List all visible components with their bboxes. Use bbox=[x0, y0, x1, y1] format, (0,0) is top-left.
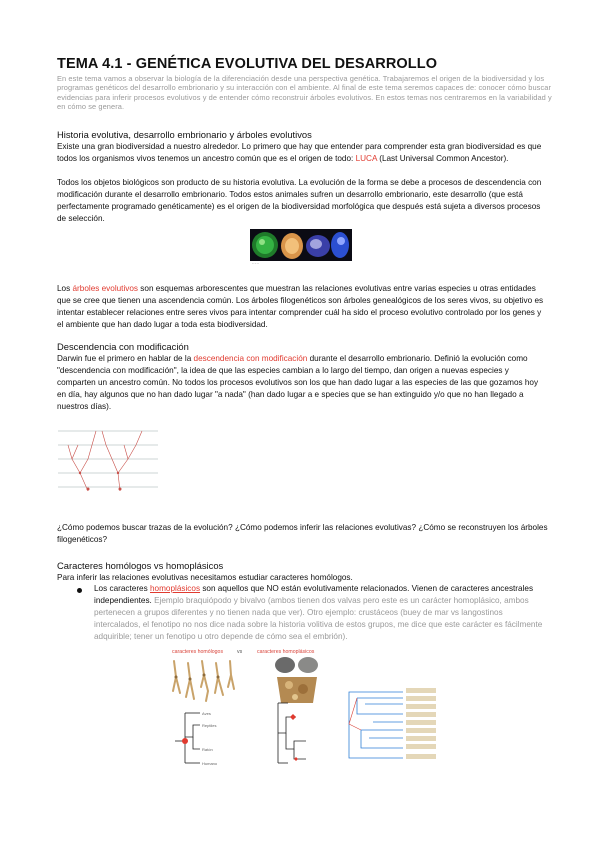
text: Los caracteres bbox=[94, 584, 150, 593]
svg-text:Aves: Aves bbox=[202, 711, 211, 716]
tree-homoplasicos bbox=[268, 697, 328, 769]
phylogenetic-tree-image bbox=[343, 684, 441, 766]
tree-homologos bbox=[165, 707, 255, 769]
intro-paragraph: En este tema vamos a observar la biología de la diferenciación desde una perspectiva genética. Trabajaremos el origen de la biodiversidad y los programas genéticos del desarrollo embrionario y su interacción con el ambiente. Al final de este tema seremos capaces de: conocer cómo buscar evidencias para inferir procesos evolutivos y de entender cómo reconstruir árboles evolutivos. En estos temas nos centraremos en la variabilidad y en cómo se genera. bbox=[57, 74, 552, 111]
section-heading-descendencia: Descendencia con modificación bbox=[57, 341, 189, 352]
paragraph-historia-evolutiva: Todos los objetos biológicos son producto de su historia evolutiva. La evolución de la forma se debe a procesos de descendencia con modificación durante el desarrollo embrionario. Todos estos animales sufren un desarrollo embrionario, este desarrollo (que está perfectamente programado genéticamente) es el origen de la biodiversidad morfológica que después está sujeta a diversos procesos de selección. bbox=[57, 178, 542, 223]
descendencia-term: descendencia con modificación bbox=[193, 354, 308, 363]
caption-homoplasicos: caracteres homoplásicos bbox=[257, 649, 315, 655]
homoplasicos-term: homoplásicos bbox=[149, 584, 201, 593]
text: Los bbox=[57, 284, 73, 293]
text: son aquellos que NO están evolutivamente relacionados. Vienen de caracteres ancestrales independientes. bbox=[94, 584, 534, 605]
bullet-homoplasicos bbox=[94, 583, 549, 643]
darwin-tree-figure bbox=[58, 423, 158, 493]
page-title: TEMA 4.1 - GENÉTICA EVOLUTIVA DEL DESARROLLO bbox=[57, 56, 438, 72]
section-heading-caracteres: Caracteres homólogos vs homoplásicos bbox=[57, 560, 224, 571]
text: Darwin fue el primero en hablar de la bbox=[57, 354, 194, 363]
text: durante el desarrollo embrionario. Definió la evolución como "descendencia con modificación", la idea de que las especies cambian a lo largo del tiempo, dan origen a nuevas especies y comparten un ancestro común. No todos los procesos evolutivos son los que han dado lugar a las especies de las que gozamos hoy en día, hay algunos que no han dado lugar "a nada" (han dado lugar a e species que se han extinguido y/o que no han llegado a nuestros días). bbox=[57, 354, 539, 411]
paragraph-arboles bbox=[57, 283, 549, 331]
caption-homologos: caracteres homólogos bbox=[172, 649, 224, 655]
paragraph-darwin bbox=[57, 353, 549, 413]
limb-bones-image bbox=[168, 657, 238, 705]
caracteres-lead: Para inferir las relaciones evolutivas necesitamos estudiar caracteres homólogos. bbox=[57, 573, 353, 582]
text: (Last Universal Common Ancestor). bbox=[376, 154, 509, 163]
example-text: Ejemplo braquiópodo y bivalvo (ambos tienen dos valvas pero este es un carácter homoplásico, ambos pertenecen a grupos diferentes y no tienen nada que ver). Otro ejemplo: crustáceos (buey de mar vs langostinos intercalados, el fenotipo no nos dice nada sobre la historia volitiva de estos grupos, me dice que este carácter es fácilmente adquirible; tener un fenotipo u otro depende de cómo sea el embrión). bbox=[94, 596, 543, 641]
luca-term: LUCA bbox=[355, 154, 377, 163]
text: Existe una gran biodiversidad a nuestro alrededor. Lo primero que hay que entender para comprender esta gran biodiversidad es que todos los organismos vivos tenemos un ancestro común que es el origen de todo: bbox=[57, 142, 542, 163]
text: son esquemas arborescentes que muestran las relaciones evolutivas entre varias especies u otras entidades que se cree que tienen una ascendencia común. Los árboles filogenéticos son árboles genealógicos de los seres vivos, su objetivo es intentar establecer relaciones entre seres vivos para intentar comprender cuál ha sido el proceso evolutivo controlado por los genes y el ambiente que han dado lugar a toda esta biodiversidad. bbox=[57, 284, 544, 329]
caption-vs: vs bbox=[237, 649, 243, 655]
svg-text:Reptiles: Reptiles bbox=[202, 723, 217, 728]
svg-text:Ratón: Ratón bbox=[202, 747, 213, 752]
questions-paragraph: ¿Cómo podemos buscar trazas de la evolución? ¿Cómo podemos inferir las relaciones evolutivas? ¿Cómo se reconstruyen los árboles filogenéticos? bbox=[57, 523, 548, 544]
arboles-evolutivos-term: árboles evolutivos bbox=[72, 284, 139, 293]
paragraph-luca bbox=[57, 141, 547, 165]
svg-text:~ ~ ~: ~ ~ ~ bbox=[252, 261, 259, 265]
svg-text:Humano: Humano bbox=[202, 761, 218, 766]
embryo-images bbox=[250, 229, 352, 265]
section-heading-historia: Historia evolutiva, desarrollo embrionario y árboles evolutivos bbox=[57, 129, 312, 140]
bullet-dot bbox=[77, 588, 82, 593]
